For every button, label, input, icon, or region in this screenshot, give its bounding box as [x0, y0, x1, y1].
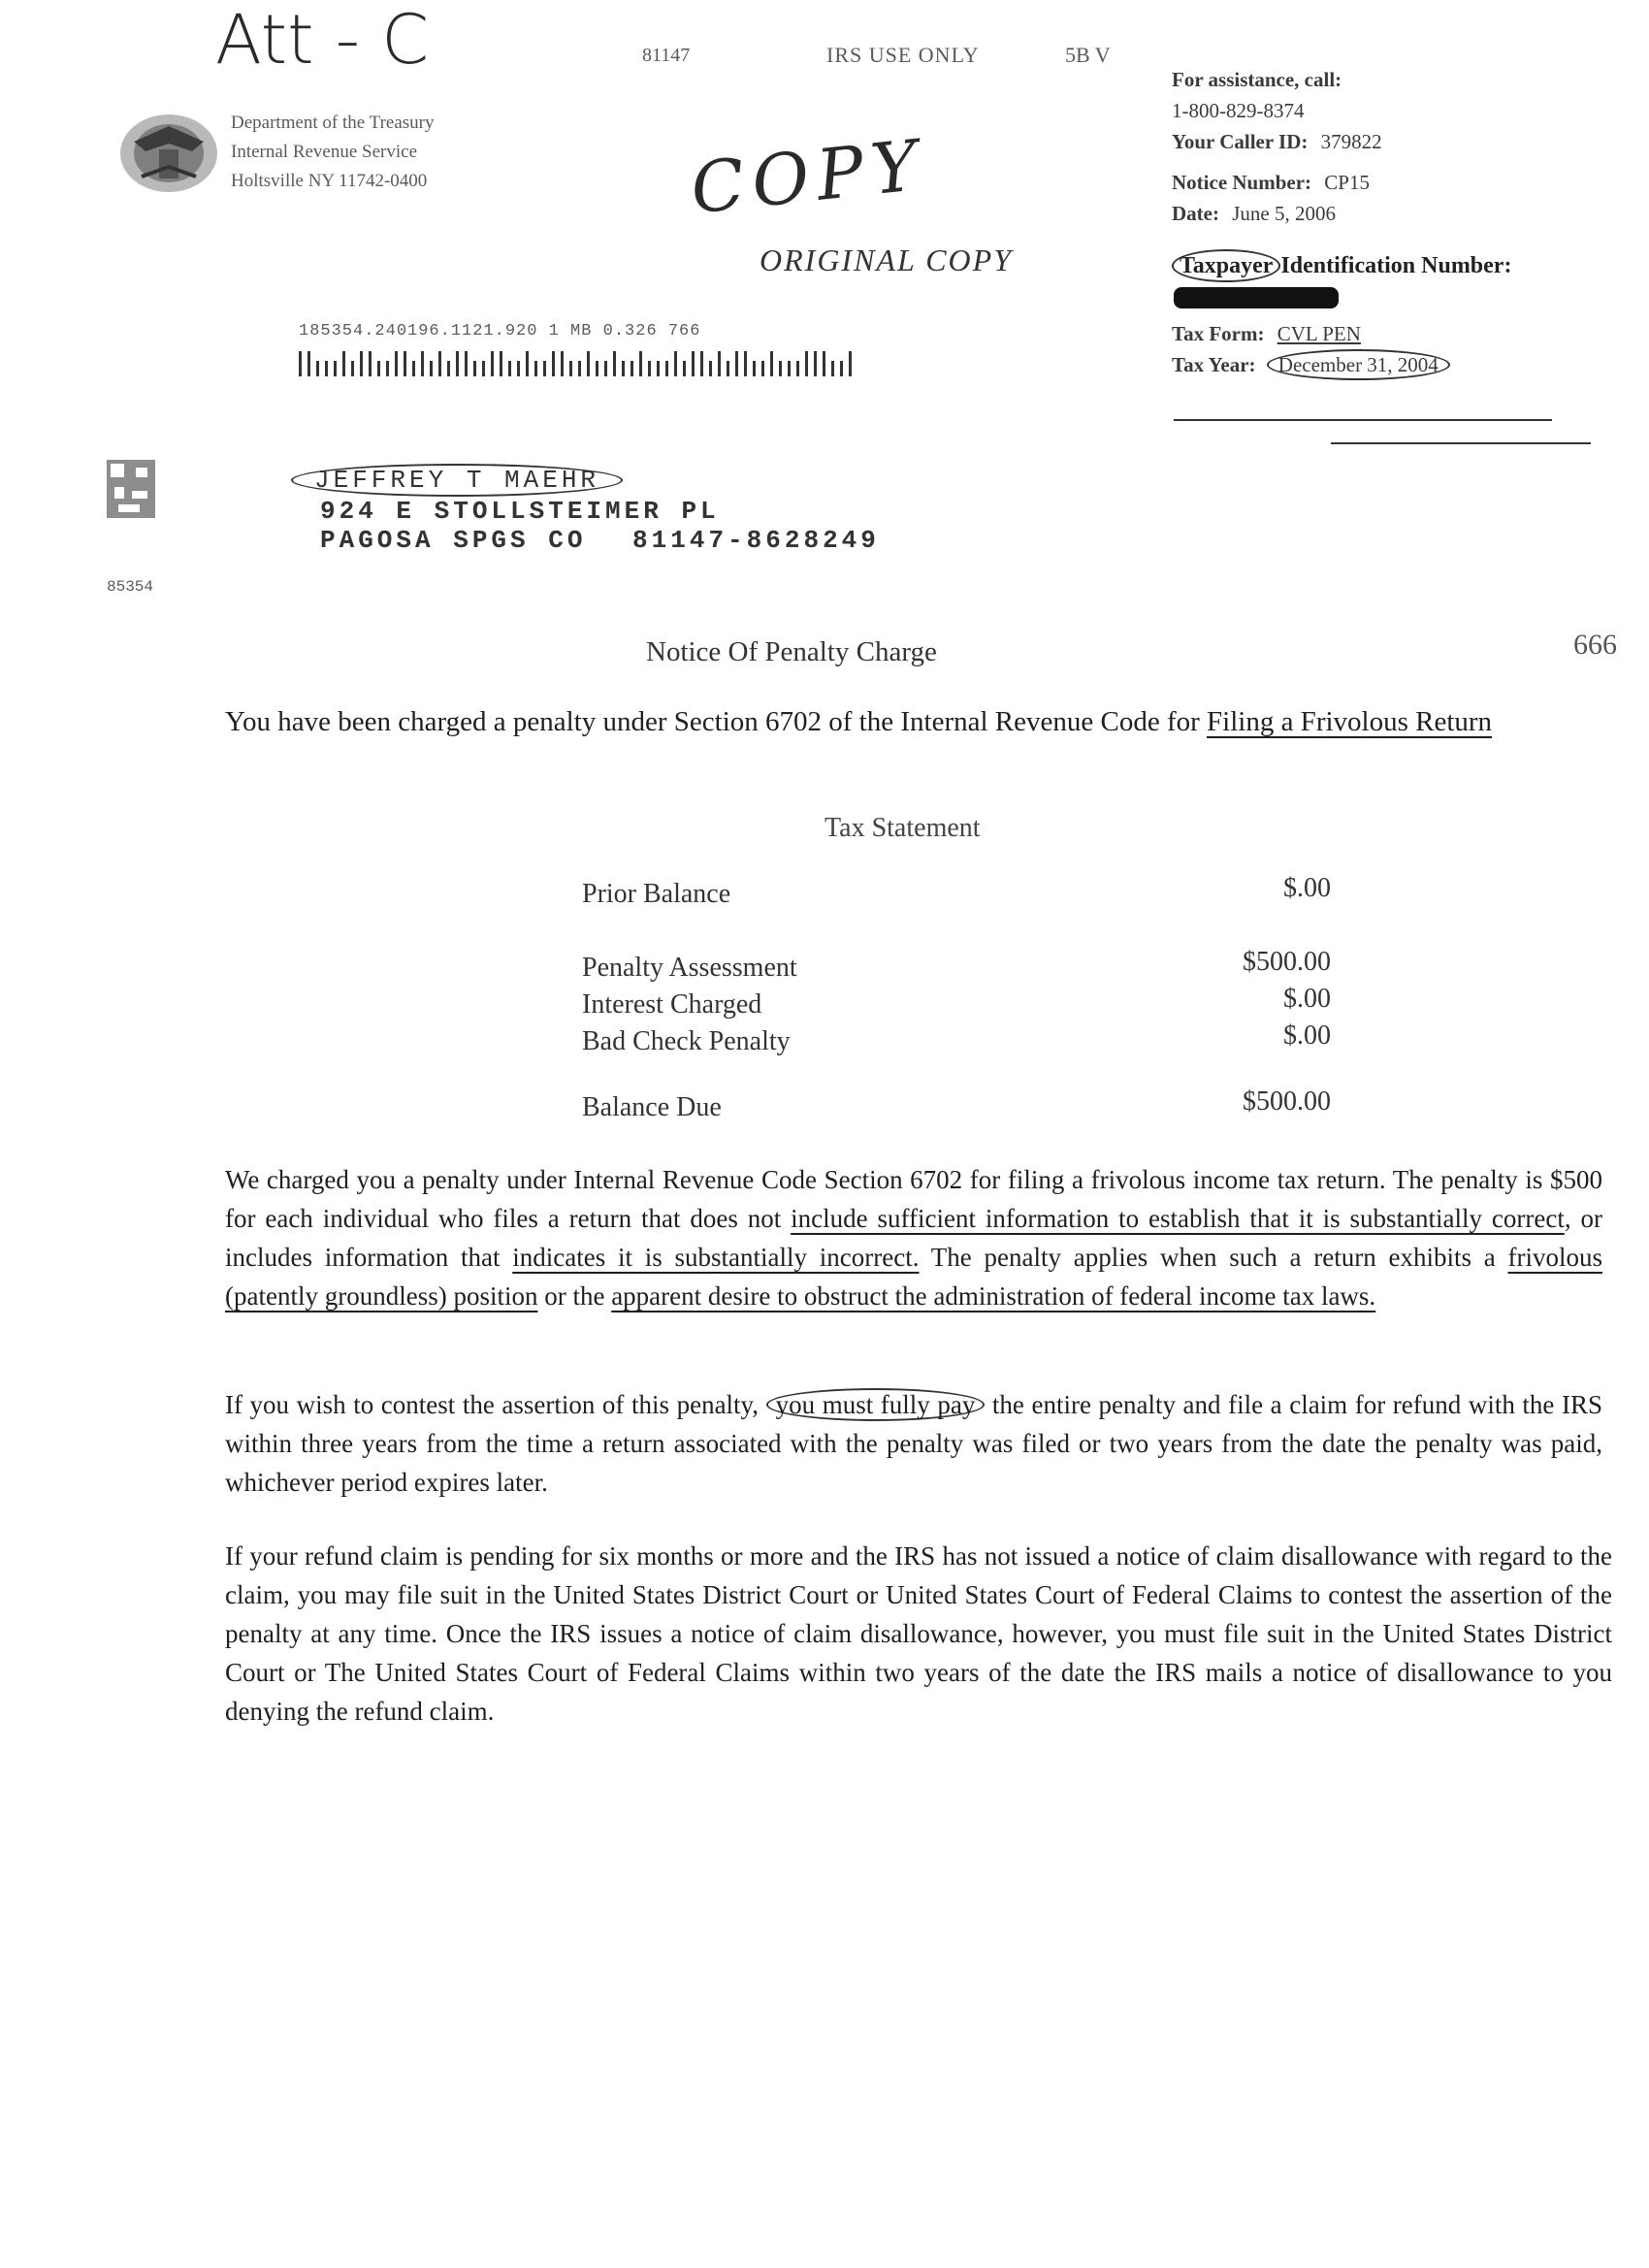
- recipient-street: 924 E STOLLSTEIMER PL: [320, 497, 720, 526]
- caller-id-label: Your Caller ID:: [1172, 130, 1309, 153]
- statement-value-bad-check: $.00: [1283, 1021, 1331, 1051]
- tin-row: [1172, 250, 1511, 281]
- tax-form-row: [1172, 318, 1511, 349]
- page-number: 666: [1573, 629, 1617, 661]
- agency-address: [231, 109, 434, 196]
- recipient-city-row: [320, 526, 880, 555]
- p1-underlined-f: frivolous (patently groundless) position: [225, 1243, 1603, 1311]
- tin-label-circled: Taxpayer: [1172, 249, 1280, 282]
- p1-text-a: We charged you a penalty under Internal Revenue Code Section 6702 for filing a frivolous income tax return. The penalty is $500 for each individual who files a return that does not: [225, 1165, 1602, 1233]
- p1-text-g: or the: [537, 1281, 612, 1311]
- recipient-zip: 81147-8628249: [632, 526, 880, 555]
- p1-underlined-d: indicates it is substantially incorrect.: [512, 1243, 920, 1272]
- caller-id-value: 379822: [1320, 130, 1382, 153]
- irs-eagle-logo: [114, 109, 223, 198]
- statement-label-penalty: Penalty Assessment: [582, 953, 797, 983]
- intro-text: You have been charged a penalty under Section 6702 of the Internal Revenue Code for: [225, 706, 1200, 737]
- refund-claim-paragraph: If your refund claim is pending for six months or more and the IRS has not issued a notice of claim disallowance with regard to the claim, you may file suit in the United States District Court or United States Court of Federal Claims to contest the assertion of the penalty at any time. Once the IRS issues a notice of claim disallowance, however, you must file suit in the United States District Court or The United States Court of Federal Claims within two years of the date the IRS mails a notice of disallowance to you denying the refund claim.: [225, 1541, 1612, 1726]
- statement-label-interest: Interest Charged: [582, 989, 762, 1020]
- statement-value-interest: $.00: [1283, 984, 1331, 1014]
- intro-underlined: Filing a Frivolous Return: [1207, 706, 1493, 737]
- tax-form-label: Tax Form:: [1172, 322, 1265, 345]
- statement-label-balance-due: Balance Due: [582, 1092, 722, 1122]
- tax-year-handdrawn-underline-1: [1174, 419, 1552, 421]
- original-copy-stamp: ORIGINAL COPY: [760, 243, 1013, 277]
- matrix-code: [107, 460, 155, 518]
- caller-id-row: [1172, 126, 1511, 157]
- agency-line-3: Holtsville NY 11742-0400: [231, 171, 428, 191]
- header-form-code: 5B V: [1065, 43, 1111, 67]
- assistance-label: For assistance, call:: [1172, 68, 1342, 91]
- notice-number-value: CP15: [1324, 171, 1370, 194]
- intro-sentence: [225, 702, 1622, 741]
- p2-circled-phrase: you must fully pay: [766, 1388, 986, 1421]
- statement-value-penalty: $500.00: [1243, 947, 1331, 977]
- irs-use-only: IRS USE ONLY: [826, 43, 980, 67]
- assistance-phone: 1-800-829-8374: [1172, 99, 1305, 122]
- tax-year-value: December 31, 2004: [1267, 349, 1450, 380]
- p1-underlined-h: apparent desire to obstruct the administration of federal income tax laws.: [611, 1281, 1376, 1311]
- batch-number: 85354: [107, 578, 154, 596]
- notice-info-block: [1172, 64, 1511, 380]
- recipient-city: PAGOSA SPGS CO: [320, 526, 587, 555]
- handwritten-copy: COPY: [687, 123, 929, 230]
- barcode-text: 185354.240196.1121.920 1 MB 0.326 766: [299, 322, 701, 340]
- tin-redaction: [1174, 287, 1339, 308]
- recipient-name: JEFFREY T MAEHR: [291, 464, 623, 497]
- tax-year-label: Tax Year:: [1172, 353, 1256, 376]
- contest-paragraph: [225, 1385, 1602, 1502]
- header-zip: 81147: [642, 45, 691, 66]
- tin-label-rest: Identification Number:: [1280, 253, 1512, 278]
- handwritten-att-c: Att - C: [215, 0, 430, 80]
- statement-label-bad-check: Bad Check Penalty: [582, 1026, 791, 1056]
- date-label: Date:: [1172, 202, 1219, 225]
- recipient-address: [314, 464, 880, 555]
- notice-number-label: Notice Number:: [1172, 171, 1312, 194]
- statement-value-prior: $.00: [1283, 873, 1331, 903]
- postal-barcode: [299, 351, 861, 376]
- p2-text-c: the entire penalty and file a claim for refund with the IRS within three years from the time a return associated with the penalty was filed or two years from the date the penalty was paid, whichever period expires later.: [225, 1390, 1602, 1497]
- statement-value-balance-due: $500.00: [1243, 1086, 1331, 1117]
- tax-year-handdrawn-underline-2: [1331, 442, 1591, 444]
- tax-form-value: CVL PEN: [1277, 322, 1361, 345]
- penalty-explanation-paragraph: [225, 1160, 1602, 1315]
- date-value: June 5, 2006: [1232, 202, 1336, 225]
- p1-text-c: , or includes information that: [225, 1204, 1602, 1272]
- statement-label-prior: Prior Balance: [582, 879, 731, 909]
- date-row: [1172, 198, 1511, 229]
- p1-underlined-b: include sufficient information to establish that it is substantially correct: [791, 1204, 1565, 1233]
- tax-year-row: [1172, 349, 1511, 380]
- p1-text-e: The penalty applies when such a return exhibits a: [919, 1243, 1508, 1272]
- notice-number-row: [1172, 167, 1511, 198]
- agency-line-2: Internal Revenue Service: [231, 142, 418, 162]
- tax-statement-title: Tax Statement: [824, 813, 981, 843]
- agency-line-1: Department of the Treasury: [231, 113, 435, 133]
- p2-text-a: If you wish to contest the assertion of this penalty,: [225, 1390, 766, 1419]
- notice-title: Notice Of Penalty Charge: [646, 636, 937, 667]
